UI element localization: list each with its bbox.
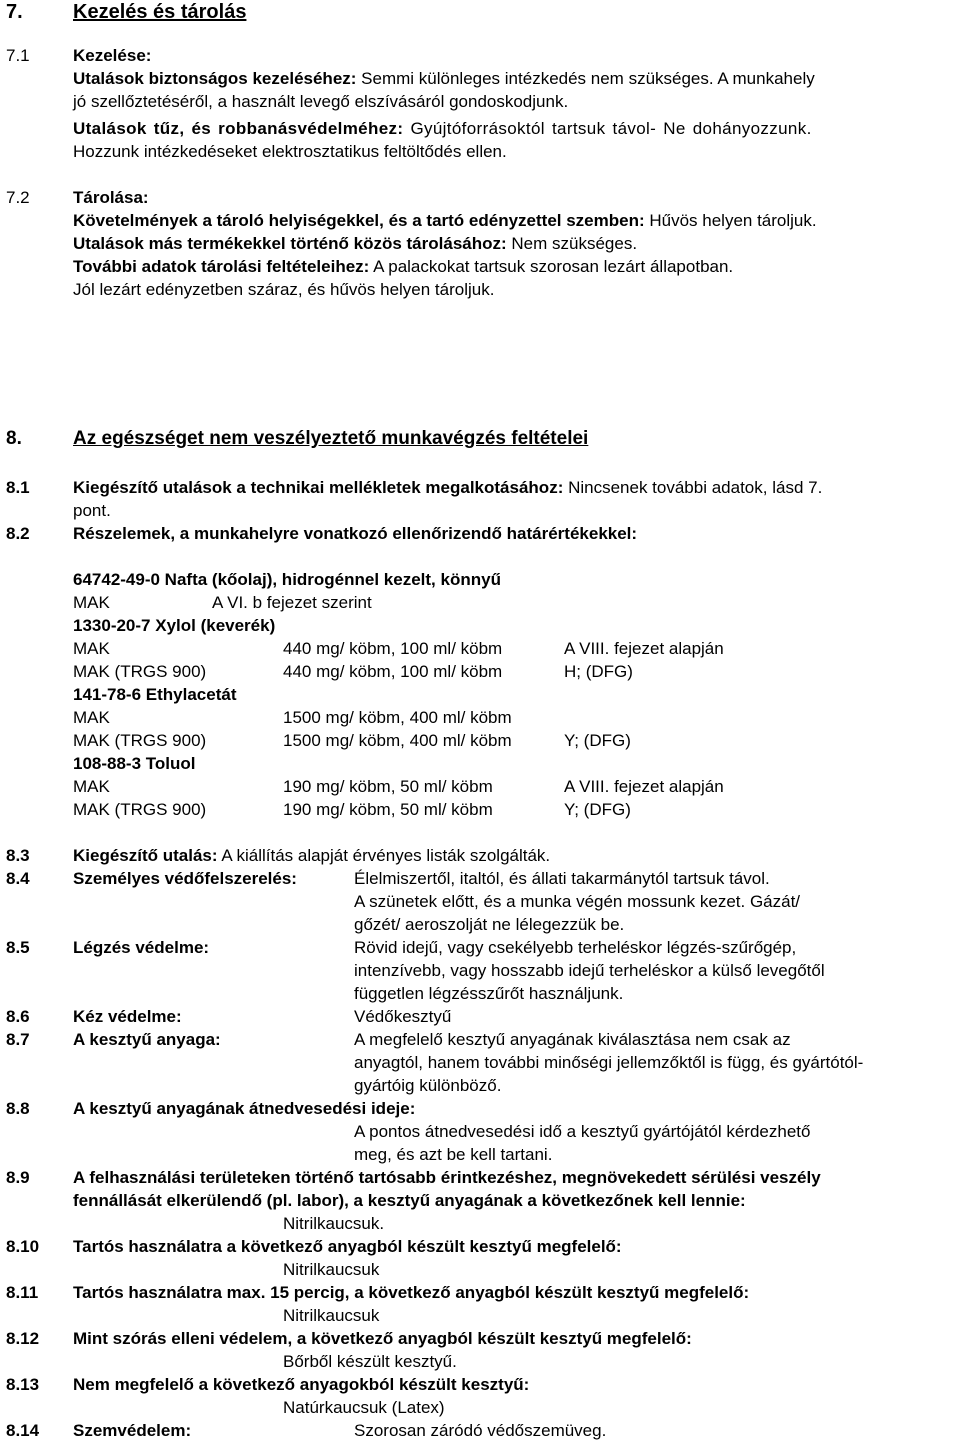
section-8-7-line-1: A megfelelő kesztyű anyagának kiválasztása nem csak az: [354, 1030, 791, 1049]
section-8-9-number: 8.9: [6, 1168, 30, 1187]
section-8-5-line-1: Rövid idejű, vagy csekélyebb terheléskor légzés-szűrőgép,: [354, 938, 797, 957]
section-8-13-label: Nem megfelelő a következő anyagokból készült kesztyű:: [73, 1375, 530, 1394]
section-8-9-value: Nitrilkaucsuk.: [283, 1214, 385, 1233]
limit-value: 1500 mg/ köbm, 400 ml/ köbm: [283, 731, 512, 750]
section-8-8-line-1: A pontos átnedvesedési idő a kesztyű gyártójától kérdezhető: [354, 1122, 811, 1141]
section-8-5-number: 8.5: [6, 938, 30, 957]
section-8-2-label: Részelemek, a munkahelyre vonatkozó ellenőrizendő határértékekkel:: [73, 524, 638, 543]
section-8-14-label: Szemvédelem:: [73, 1421, 192, 1440]
section-8-number: 8.: [6, 428, 22, 449]
section-8-1-number: 8.1: [6, 478, 30, 497]
section-8-2-number: 8.2: [6, 524, 30, 543]
section-8-1-line-2: pont.: [73, 501, 111, 520]
section-8-10-number: 8.10: [6, 1237, 40, 1256]
section-8-7-line-2: anyagtól, hanem további minőségi jellemzőktől is függ, és gyártótól-: [354, 1053, 864, 1072]
limit-type: MAK: [73, 708, 110, 727]
limit-type: MAK: [73, 777, 110, 796]
section-8-4-line-1: Élelmiszertől, italtól, és állati takarmánytól tartsuk távol.: [354, 869, 770, 888]
limit-value: 190 mg/ köbm, 50 ml/ köbm: [283, 800, 493, 819]
section-8-13-value: Natúrkaucsuk (Latex): [283, 1398, 445, 1417]
section-8-10-value: Nitrilkaucsuk: [283, 1260, 380, 1279]
section-8-4-label: Személyes védőfelszerelés:: [73, 869, 297, 888]
section-7-number: 7.: [6, 1, 23, 23]
limit-value: 440 mg/ köbm, 100 ml/ köbm: [283, 639, 503, 658]
limit-value: 190 mg/ köbm, 50 ml/ köbm: [283, 777, 493, 796]
section-8-7-number: 8.7: [6, 1030, 30, 1049]
section-8-11-number: 8.11: [6, 1283, 39, 1302]
section-7-2-line-4: Jól lezárt edényzetben száraz, és hűvös helyen tároljuk.: [73, 280, 495, 299]
limit-type: MAK (TRGS 900): [73, 800, 207, 819]
section-8-8-number: 8.8: [6, 1099, 30, 1118]
substance-name: 1330-20-7 Xylol (keverék): [73, 616, 276, 635]
section-7-2-line-3: További adatok tárolási feltételeihez: A palackokat tartsuk szorosan lezárt állapotban.: [73, 257, 734, 276]
section-8-13-number: 8.13: [6, 1375, 40, 1394]
section-8-11-value: Nitrilkaucsuk: [283, 1306, 380, 1325]
section-7-1-number: 7.1: [6, 46, 30, 65]
section-8-3-line: Kiegészítő utalás: A kiállítás alapját érvényes listák szolgálták.: [73, 846, 551, 865]
section-8-4-line-2: A szünetek előtt, és a munka végén mossunk kezet. Gázát/: [354, 892, 801, 911]
section-8-3-number: 8.3: [6, 846, 30, 865]
limit-source: A VIII. fejezet alapján: [564, 777, 724, 796]
section-8-14-value: Szorosan záródó védőszemüveg.: [354, 1421, 607, 1440]
section-8-12-label: Mint szórás elleni védelem, a következő anyagból készült kesztyű megfelelő:: [73, 1329, 692, 1348]
section-8-7-label: A kesztyű anyaga:: [73, 1030, 221, 1049]
section-8-4-line-3: gőzét/ aeroszolját ne lélegezzük be.: [354, 915, 625, 934]
section-7-2-line-1: Követelmények a tároló helyiségekkel, és a tartó edényzettel szemben: Hűvös helyen tároljuk.: [73, 211, 817, 230]
section-7-1-line-1: Utalások biztonságos kezeléséhez: Semmi különleges intézkedés nem szükséges. A munkahely: [73, 69, 815, 88]
section-7-1-line-4: Hozzunk intézkedéseket elektrosztatikus feltöltődés ellen.: [73, 142, 507, 161]
section-7-1-label: Kezelése:: [73, 46, 152, 65]
section-8-8-label: A kesztyű anyagának átnedvesedési ideje:: [73, 1099, 416, 1118]
section-8-11-label: Tartós használatra max. 15 percig, a következő anyagból készült kesztyű megfelelő:: [73, 1283, 750, 1302]
limit-source: H; (DFG): [564, 662, 633, 681]
section-8-12-value: Bőrből készült kesztyű.: [283, 1352, 457, 1371]
section-8-9-line-2: fennállását elkerülendő (pl. labor), a kesztyű anyagának a következőnek kell lennie:: [73, 1191, 746, 1210]
section-8-10-label: Tartós használatra a következő anyagból készült kesztyű megfelelő:: [73, 1237, 622, 1256]
section-8-12-number: 8.12: [6, 1329, 40, 1348]
section-8-5-line-2: intenzívebb, vagy hosszabb idejű terheléskor a külső levegőtől: [354, 961, 825, 980]
substance-name: 108-88-3 Toluol: [73, 754, 196, 773]
substance-name: 64742-49-0 Nafta (kőolaj), hidrogénnel kezelt, könnyű: [73, 570, 501, 589]
limit-value: 440 mg/ köbm, 100 ml/ köbm: [283, 662, 503, 681]
section-8-7-line-3: gyártóig különböző.: [354, 1076, 502, 1095]
limit-source: Y; (DFG): [564, 731, 631, 750]
limit-type: MAK: [73, 639, 110, 658]
limit-value: A VI. b fejezet szerint: [212, 593, 372, 612]
section-8-5-line-3: független légzésszűrőt használjunk.: [354, 984, 624, 1003]
limit-type: MAK (TRGS 900): [73, 731, 207, 750]
section-8-9-line-1: A felhasználási területeken történő tartósabb érintkezéshez, megnövekedett sérülési veszély: [73, 1168, 821, 1187]
section-8-6-label: Kéz védelme:: [73, 1007, 182, 1026]
limit-type: MAK: [73, 593, 110, 612]
section-8-title: Az egészséget nem veszélyeztető munkavégzés feltételei: [73, 428, 589, 449]
section-8-14-number: 8.14: [6, 1421, 40, 1440]
section-7-2-label: Tárolása:: [73, 188, 149, 207]
section-7-1-line-3: Utalások tűz, és robbanásvédelméhez: Gyújtóforrásoktól tartsuk távol- Ne dohányozzunk.: [73, 119, 812, 138]
limit-type: MAK (TRGS 900): [73, 662, 207, 681]
section-7-2-number: 7.2: [6, 188, 30, 207]
limit-value: 1500 mg/ köbm, 400 ml/ köbm: [283, 708, 512, 727]
limit-source: Y; (DFG): [564, 800, 631, 819]
section-7-2-line-2: Utalások más termékekkel történő közös tárolásához: Nem szükséges.: [73, 234, 638, 253]
section-8-5-label: Légzés védelme:: [73, 938, 210, 957]
section-8-4-number: 8.4: [6, 869, 30, 888]
substance-name: 141-78-6 Ethylacetát: [73, 685, 237, 704]
section-8-6-number: 8.6: [6, 1007, 30, 1026]
limit-source: A VIII. fejezet alapján: [564, 639, 724, 658]
section-8-8-line-2: meg, és azt be kell tartani.: [354, 1145, 553, 1164]
section-8-6-line-1: Védőkesztyű: [354, 1007, 452, 1026]
section-7-1-line-2: jó szellőztetéséről, a használt levegő elszívásáról gondoskodjunk.: [73, 92, 569, 111]
section-7-title: Kezelés és tárolás: [73, 1, 247, 23]
section-8-1-line-1: Kiegészítő utalások a technikai mellékletek megalkotásához: Nincsenek további adatok, lásd 7.: [73, 478, 823, 497]
